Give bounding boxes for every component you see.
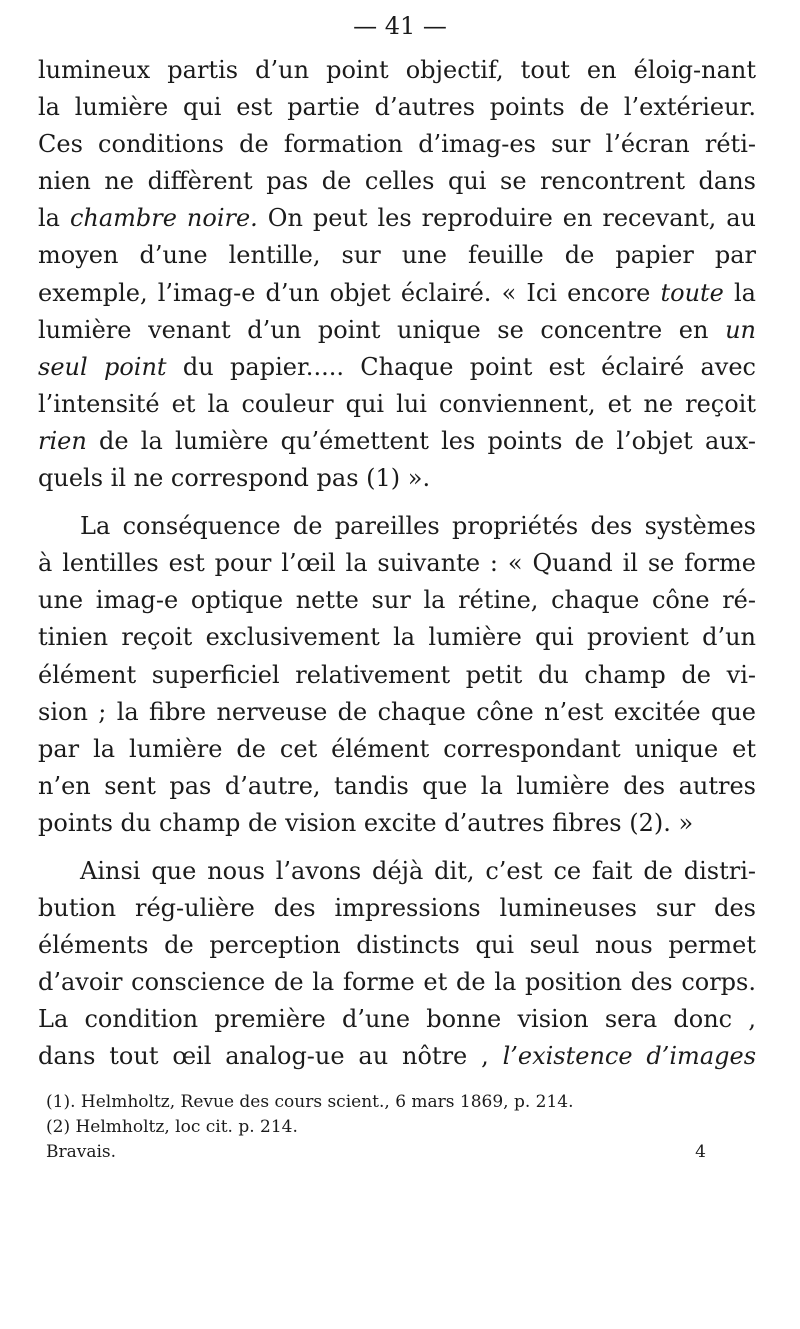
text-span: lumineux partis d’un point objectif, tout en éloig‑nant bbox=[38, 56, 756, 84]
text-span: de la lumière qu’émettent les points de l’objet aux- bbox=[86, 426, 756, 455]
text-span: La condition première d’une bonne vision sera donc , bbox=[38, 1005, 756, 1034]
text-line bbox=[38, 349, 756, 386]
italic-phrase: l’existence d’images bbox=[502, 1042, 757, 1071]
text-span: la lumière qui est partie d’autres points de l’extérieur. bbox=[38, 93, 756, 122]
footnotes bbox=[38, 1090, 756, 1165]
text-line bbox=[38, 200, 756, 237]
text-span: quels il ne correspond pas (1) ». bbox=[38, 464, 431, 493]
footnote-1: (1). Helmholtz, Revue des cours scient., 6 mars 1869, p. 214. bbox=[46, 1091, 574, 1112]
paragraph-2 bbox=[38, 508, 756, 842]
italic-phrase: toute bbox=[660, 278, 724, 307]
text-line bbox=[38, 460, 756, 497]
text-span: nien ne diffèrent pas de celles qui se rencontrent dans bbox=[38, 167, 756, 196]
footnote-2: (2) Helmholtz, loc cit. p. 214. bbox=[46, 1116, 298, 1137]
text-line bbox=[38, 890, 756, 927]
text-line: à lentilles est pour l’œil la suivante : « Quand il se forme bbox=[38, 549, 756, 578]
text-line: tinien reçoit exclusivement la lumière qui provient d’un bbox=[38, 623, 756, 652]
text-span: l’intensité et la couleur qui lui conviennent, et ne reçoit bbox=[38, 389, 756, 418]
text-line bbox=[38, 423, 756, 460]
text-span: lumière venant d’un point unique se concentre en bbox=[38, 315, 726, 344]
signature-row bbox=[46, 1140, 706, 1165]
text-line bbox=[38, 163, 756, 200]
page-number: — 41 — bbox=[353, 12, 447, 40]
text-line: par la lumière de cet élément correspondant unique et bbox=[38, 734, 756, 763]
text-line: sion ; la fibre nerveuse de chaque cône n’est excitée que bbox=[38, 697, 756, 726]
italic-phrase: seul point bbox=[38, 352, 167, 381]
text-span: exemple, l’imag‑e d’un objet éclairé. « Ici encore bbox=[38, 278, 661, 307]
text-line: points du champ de vision excite d’autres fibres (2). » bbox=[38, 808, 694, 837]
text-span: d’avoir conscience de la forme et de la position des corps. bbox=[38, 968, 756, 997]
printer-signature: Bravais. bbox=[46, 1141, 117, 1162]
text-line bbox=[38, 964, 756, 1001]
text-line bbox=[38, 237, 756, 274]
text-span: du papier..... Chaque point est éclairé avec bbox=[166, 352, 757, 381]
text-line: La conséquence de pareilles propriétés des systèmes bbox=[80, 512, 756, 541]
text-line bbox=[38, 275, 756, 312]
text-span: bution rég‑ulière des impressions lumineuses sur des bbox=[38, 894, 756, 923]
text-line bbox=[38, 386, 756, 423]
text-span: la bbox=[723, 278, 756, 307]
text-line bbox=[38, 89, 756, 126]
text-span: éléments de perception distincts qui seul nous permet bbox=[38, 931, 756, 960]
text-span: On peut les reproduire en recevant, au bbox=[257, 204, 756, 233]
sheet-number: 4 bbox=[695, 1141, 706, 1162]
text-span: moyen d’une lentille, sur une feuille de papier par bbox=[38, 241, 756, 270]
text-span: dans tout œil analog‑ue au nôtre , bbox=[38, 1042, 503, 1071]
text-span: Ainsi que nous l’avons déjà dit, c’est ce fait de distri- bbox=[80, 856, 756, 885]
text-span: Ces conditions de formation d’imag‑es sur l’écran réti- bbox=[38, 130, 756, 159]
italic-phrase: un bbox=[725, 315, 756, 344]
text-line bbox=[38, 1001, 756, 1038]
text-line bbox=[38, 312, 756, 349]
text-line bbox=[38, 853, 756, 890]
paragraph-3 bbox=[38, 853, 756, 1076]
italic-phrase: rien bbox=[38, 426, 87, 455]
text-line bbox=[38, 52, 756, 89]
text-line: n’en sent pas d’autre, tandis que la lumière des autres bbox=[38, 771, 756, 800]
text-span: la bbox=[38, 204, 70, 233]
text-line bbox=[38, 1038, 756, 1075]
italic-phrase: chambre noire. bbox=[69, 204, 258, 233]
text-line: élément superficiel relativement petit du champ de vi- bbox=[38, 660, 756, 689]
paragraph-1 bbox=[38, 52, 756, 497]
text-line bbox=[38, 927, 756, 964]
text-line bbox=[38, 126, 756, 163]
text-line: une imag‑e optique nette sur la rétine, chaque cône ré- bbox=[38, 586, 756, 615]
